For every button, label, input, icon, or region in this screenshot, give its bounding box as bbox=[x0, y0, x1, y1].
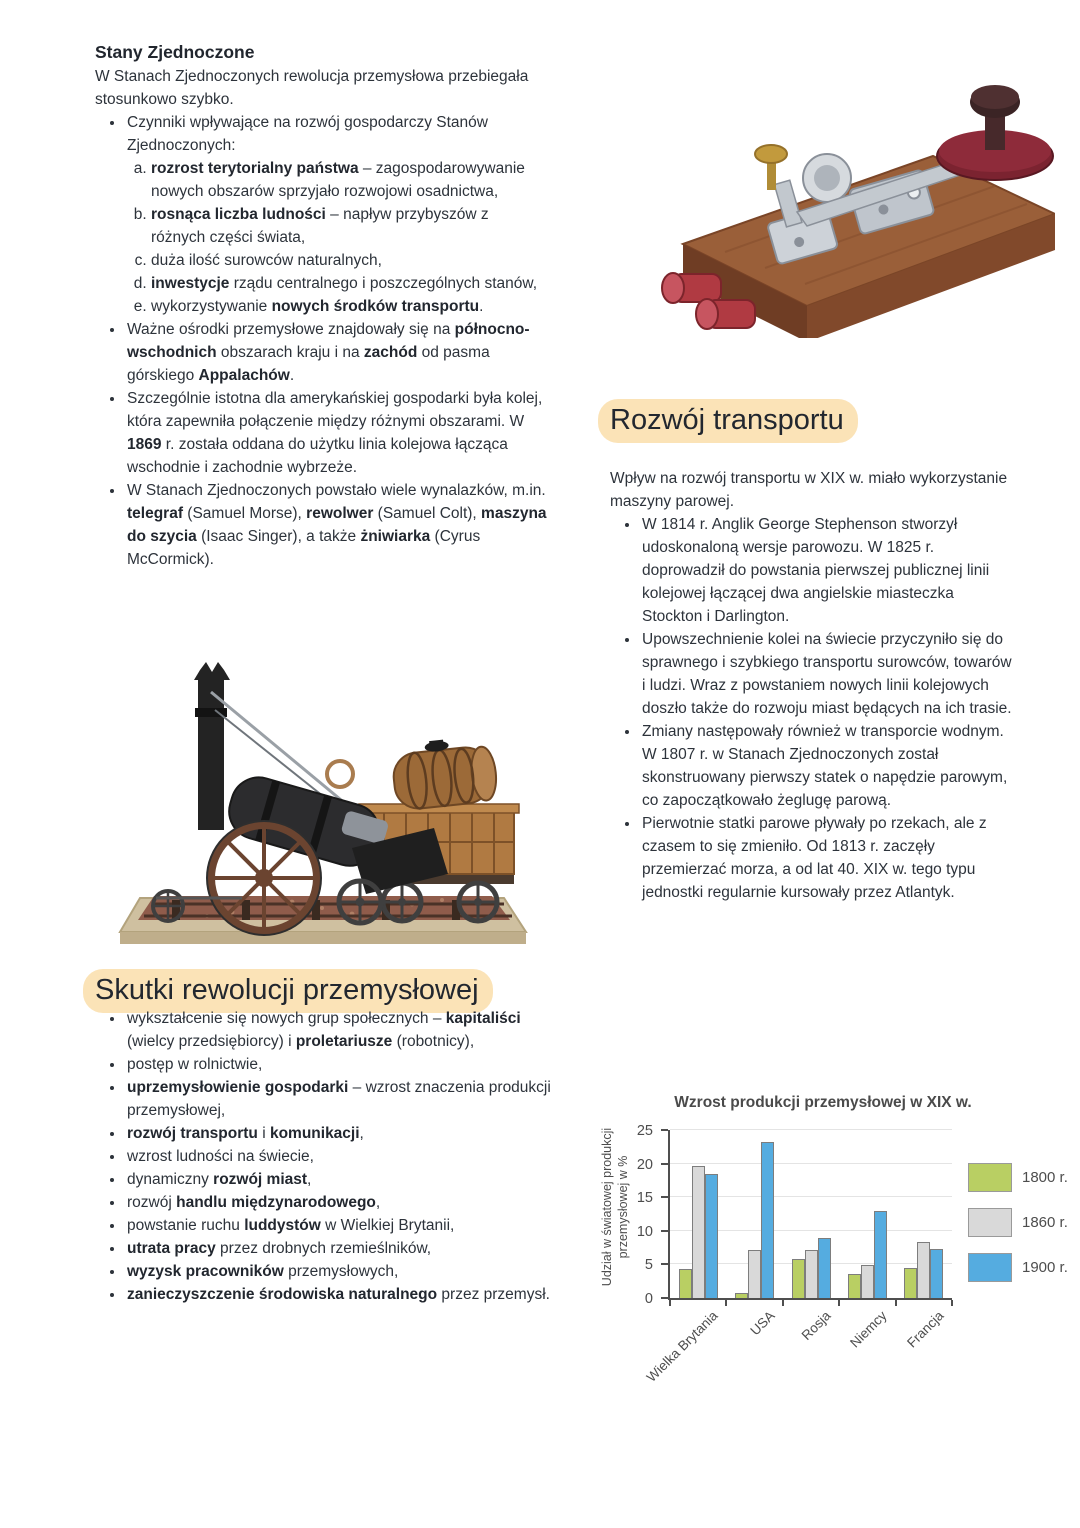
list-item-text: postęp w rolnictwie, bbox=[127, 1056, 263, 1073]
gridline bbox=[670, 1163, 952, 1164]
legend-item bbox=[968, 1162, 1068, 1192]
list-item bbox=[640, 628, 1018, 720]
list-item-text: rosnąca liczba ludności – napływ przybyszów z różnych części świata, bbox=[151, 206, 489, 246]
list-item bbox=[125, 1053, 560, 1076]
list-item bbox=[125, 1260, 560, 1283]
list-item bbox=[640, 513, 1018, 628]
bar-wielka-brytania-1900r bbox=[705, 1174, 718, 1298]
heading-highlight: Skutki rewolucji przemysłowej bbox=[83, 969, 493, 1013]
bar-usa-1900r bbox=[761, 1142, 774, 1298]
bar-rosja-1800r bbox=[792, 1259, 805, 1298]
y-tick-label: 5 bbox=[644, 1257, 653, 1274]
bar-rosja-1900r bbox=[818, 1238, 831, 1298]
y-tick-mark bbox=[661, 1163, 668, 1165]
list-item bbox=[125, 1168, 560, 1191]
chart-industrial-production bbox=[583, 1086, 1080, 1416]
list-item-text: wyzysk pracowników przemysłowych, bbox=[127, 1263, 399, 1280]
us-bullet-list bbox=[95, 111, 547, 571]
list-item bbox=[151, 157, 547, 203]
telegraph-illustration bbox=[615, 6, 1055, 338]
list-item-text: W Stanach Zjednoczonych powstało wiele wynalazków, m.in. telegraf (Samuel Morse), rewolwer (Samuel Colt), maszyna do szycia (Isaac Singer), a także żniwiarka (Cyrus McCormick). bbox=[127, 482, 547, 568]
bar-usa-1860r bbox=[748, 1250, 761, 1298]
list-item bbox=[151, 249, 547, 272]
bar-niemcy-1800r bbox=[848, 1274, 861, 1298]
legend-label: 1800 r. bbox=[1022, 1168, 1068, 1186]
list-item bbox=[125, 1007, 560, 1053]
list-item-text: Szczególnie istotna dla amerykańskiej gospodarki była kolej, która zapewniła połączenie między różnymi obszarami. W 1869 r. została oddana do użytku linia kolejowa łącząca wschodnie i zachodnie wybrzeże. bbox=[127, 390, 543, 476]
list-item bbox=[125, 1283, 560, 1306]
skutki-bullet-list bbox=[95, 1007, 560, 1306]
transport-bullet-list bbox=[610, 513, 1018, 904]
x-tick-mark bbox=[951, 1300, 953, 1306]
list-item bbox=[125, 1122, 560, 1145]
bar-niemcy-1860r bbox=[861, 1265, 874, 1298]
section-heading: Stany Zjednoczone bbox=[95, 42, 255, 62]
list-item bbox=[125, 479, 547, 571]
list-item-text: W 1814 r. Anglik George Stephenson stworzył udoskonaloną wersje parowozu. W 1825 r. doprowadził do powstania pierwszej publicznej linii kolejowej łączącej dwa angielskie miasteczka Stockton i Darlington. bbox=[642, 516, 990, 625]
bar-niemcy-1900r bbox=[874, 1211, 887, 1298]
chart-y-tick-labels bbox=[593, 1123, 661, 1307]
list-item-text: wzrost ludności na świecie, bbox=[127, 1148, 314, 1165]
list-item-text: uprzemysłowienie gospodarki – wzrost znaczenia produkcji przemysłowej, bbox=[127, 1079, 551, 1119]
legend-item bbox=[968, 1252, 1068, 1282]
list-item-text: utrata pracy przez drobnych rzemieślników, bbox=[127, 1240, 432, 1257]
list-item-text: dynamiczny rozwój miast, bbox=[127, 1171, 312, 1188]
list-item-text: Czynniki wpływające na rozwój gospodarczy Stanów Zjednoczonych: bbox=[127, 114, 488, 154]
y-tick-label: 25 bbox=[636, 1123, 653, 1139]
x-category-label: Francja bbox=[903, 1308, 947, 1351]
list-item bbox=[125, 1076, 560, 1122]
section-heading-highlighted bbox=[610, 403, 1018, 437]
y-tick-mark bbox=[661, 1230, 668, 1232]
list-item bbox=[125, 318, 547, 387]
bar-wielka-brytania-1800r bbox=[679, 1269, 692, 1298]
bar-francja-1900r bbox=[930, 1249, 943, 1298]
list-item-text: rozwój transportu i komunikacji, bbox=[127, 1125, 364, 1142]
bar-usa-1800r bbox=[735, 1293, 748, 1298]
list-item bbox=[125, 1214, 560, 1237]
chart-x-category-labels bbox=[643, 1304, 950, 1404]
list-item-text: inwestycje rządu centralnego i poszczególnych stanów, bbox=[151, 275, 538, 292]
legend-swatch bbox=[968, 1208, 1012, 1237]
factors-sublist bbox=[127, 157, 547, 318]
list-item-text: Zmiany następowały również w transporcie wodnym. W 1807 r. w Stanach Zjednoczonych został skonstruowany pierwszy statek o napędzie parowym, co zapoczątkowało żeglugę parową. bbox=[642, 723, 1008, 809]
list-item bbox=[151, 272, 547, 295]
y-tick-mark bbox=[661, 1263, 668, 1265]
list-item bbox=[125, 387, 547, 479]
locomotive-model-photo bbox=[112, 652, 532, 960]
telegraph-key-photo bbox=[615, 6, 1055, 338]
list-item bbox=[151, 295, 547, 318]
y-tick-label: 15 bbox=[636, 1190, 653, 1207]
bar-francja-1800r bbox=[904, 1268, 917, 1298]
list-item-text: wykształcenie się nowych grup społecznych – kapitaliści (wielcy przedsiębiorcy) i proletariusze (robotnicy), bbox=[127, 1010, 521, 1050]
list-item-text: rozwój handlu międzynarodowego, bbox=[127, 1194, 381, 1211]
legend-label: 1900 r. bbox=[1022, 1258, 1068, 1276]
list-item bbox=[125, 111, 547, 318]
legend-swatch bbox=[968, 1253, 1012, 1282]
x-category-label: Wielka Brytania bbox=[643, 1308, 721, 1385]
legend-label: 1860 r. bbox=[1022, 1213, 1068, 1231]
list-item bbox=[125, 1191, 560, 1214]
chart-y-axis-label: Udział w światowej produkcji przemysłowej w % bbox=[600, 1127, 630, 1287]
list-item bbox=[151, 203, 547, 249]
y-tick-mark bbox=[661, 1196, 668, 1198]
intro-paragraph: W Stanach Zjednoczonych rewolucja przemysłowa przebiegała stosunkowo szybko. bbox=[95, 68, 529, 108]
chart-title: Wzrost produkcji przemysłowej w XIX w. bbox=[674, 1094, 972, 1111]
y-tick-mark bbox=[661, 1297, 668, 1299]
section-transport bbox=[610, 403, 1018, 904]
list-item bbox=[125, 1237, 560, 1260]
chart-legend bbox=[968, 1162, 1068, 1297]
bar-rosja-1860r bbox=[805, 1250, 818, 1298]
list-item bbox=[640, 812, 1018, 904]
list-item-text: wykorzystywanie nowych środków transportu. bbox=[151, 298, 484, 315]
section-skutki bbox=[95, 973, 560, 1306]
list-item-text: Upowszechnienie kolei na świecie przyczyniło się do sprawnego i szybkiego transportu surowców, towarów i ludzi. Wraz z powstaniem nowych linii kolejowych doszło także do rozwoju miast będących na ich trasie. bbox=[642, 631, 1012, 717]
list-item-text: Pierwotnie statki parowe pływały po rzekach, ale z czasem to się zmieniło. Od 1813 r. zaczęły przemierzać morza, a od lat 40. XIX w. tego typu jednostki regularnie kursowały przez Atlantyk. bbox=[642, 815, 987, 901]
list-item-text: rozrost terytorialny państwa – zagospodarowywanie nowych obszarów sprzyjało rozwojowi osadnictwa, bbox=[151, 160, 525, 200]
legend-swatch bbox=[968, 1163, 1012, 1192]
heading-highlight: Rozwój transportu bbox=[598, 399, 858, 443]
list-item-text: zanieczyszczenie środowiska naturalnego przez przemysł. bbox=[127, 1286, 550, 1303]
x-category-label: USA bbox=[746, 1308, 778, 1339]
list-item-text: duża ilość surowców naturalnych, bbox=[151, 252, 382, 269]
section-heading-highlighted bbox=[95, 973, 560, 1007]
list-item bbox=[640, 720, 1018, 812]
locomotive-illustration bbox=[112, 652, 532, 960]
list-item-text: powstanie ruchu luddystów w Wielkiej Brytanii, bbox=[127, 1217, 455, 1234]
section-united-states bbox=[95, 40, 547, 571]
legend-item bbox=[968, 1207, 1068, 1237]
list-item-text: Ważne ośrodki przemysłowe znajdowały się na północno-wschodnich obszarach kraju i na zachód od pasma górskiego Appalachów. bbox=[127, 321, 530, 384]
y-tick-label: 10 bbox=[636, 1223, 653, 1240]
y-tick-mark bbox=[661, 1129, 668, 1131]
bar-wielka-brytania-1860r bbox=[692, 1166, 705, 1298]
transport-intro: Wpływ na rozwój transportu w XIX w. miało wykorzystanie maszyny parowej. bbox=[610, 470, 1008, 510]
y-tick-label: 0 bbox=[644, 1291, 653, 1307]
gridline bbox=[670, 1129, 952, 1130]
chart-plot-area bbox=[668, 1130, 952, 1300]
y-tick-label: 20 bbox=[636, 1156, 653, 1173]
x-category-label: Rosja bbox=[798, 1308, 834, 1344]
list-item bbox=[125, 1145, 560, 1168]
bar-francja-1860r bbox=[917, 1242, 930, 1298]
x-category-label: Niemcy bbox=[847, 1308, 890, 1351]
